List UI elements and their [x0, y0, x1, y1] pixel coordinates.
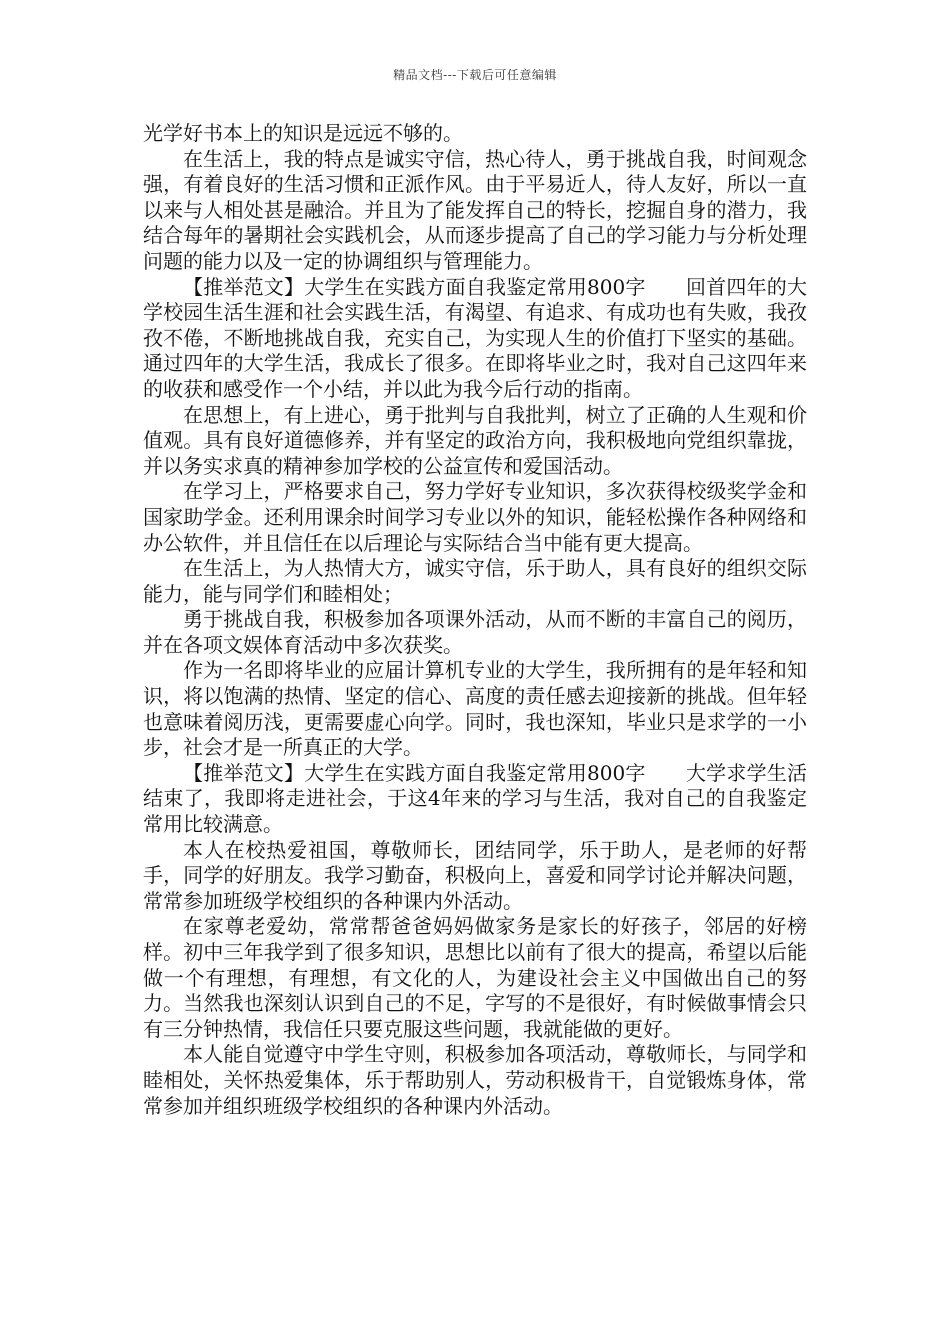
paragraph-8: 作为一名即将毕业的应届计算机专业的大学生，我所拥有的是年轻和知识，将以饱满的热情、坚定的信心、高度的责任感去迎接新的挑战。但年轻也意味着阅历浅，更需要虚心向学。同时，我也深知，毕业只是求学的一小步，社会才是一所真正的大学。 [143, 658, 807, 760]
paragraph-4: 在思想上，有上进心，勇于批判与自我批判，树立了正确的人生观和价值观。具有良好道德修养，并有坚定的政治方向，我积极地向党组织靠拢，并以务实求真的精神参加学校的公益宣传和爱国活动。 [143, 402, 807, 478]
paragraph-11: 在家尊老爱幼，常常帮爸爸妈妈做家务是家长的好孩子，邻居的好榜样。初中三年我学到了很多知识，思想比以前有了很大的提高，希望以后能做一个有理想，有理想，有文化的人，为建设社会主义中国做出自己的努力。当然我也深刻认识到自己的不足，字写的不是很好，有时候做事情会只有三分钟热情，我信任只要克服这些问题，我就能做的更好。 [143, 914, 807, 1041]
paragraph-10: 本人在校热爱祖国，尊敬师长，团结同学，乐于助人，是老师的好帮手，同学的好朋友。我学习勤奋，积极向上，喜爱和同学讨论并解决问题，常常参加班级学校组织的各种课内外活动。 [143, 837, 807, 913]
paragraph-6: 在生活上，为人热情大方，诚实守信，乐于助人，具有良好的组织交际能力，能与同学们和睦相处； [143, 556, 807, 606]
paragraph-3: 【推举范文】大学生在实践方面自我鉴定常用800字 回首四年的大学校园生活生涯和社会实践生活，有渴望、有追求、有成功也有失败，我孜孜不倦，不断地挑战自我，充实自己，为实现人生的价值打下坚实的基础。通过四年的大学生活，我成长了很多。在即将毕业之时，我对自己这四年来的收获和感受作一个小结，并以此为我今后行动的指南。 [143, 274, 807, 401]
paragraph-5: 在学习上，严格要求自己，努力学好专业知识，多次获得校级奖学金和国家助学金。还利用课余时间学习专业以外的知识，能轻松操作各种网络和办公软件，并且信任在以后理论与实际结合当中能有更大提高。 [143, 479, 807, 555]
document-body [143, 121, 807, 1119]
page-header: 精品文档---下载后可任意编辑 [393, 68, 557, 82]
paragraph-1: 光学好书本上的知识是远远不够的。 [143, 121, 463, 145]
paragraph-9: 【推举范文】大学生在实践方面自我鉴定常用800字 大学求学生活结束了，我即将走进社会，于这4年来的学习与生活，我对自己的自我鉴定常用比较满意。 [143, 760, 807, 837]
paragraph-2: 在生活上，我的特点是诚实守信，热心待人，勇于挑战自我，时间观念强，有着良好的生活习惯和正派作风。由于平易近人，待人友好，所以一直以来与人相处甚是融洽。并且为了能发挥自己的特长，挖掘自身的潜力，我结合每年的暑期社会实践机会，从而逐步提高了自己的学习能力与分析处理问题的能力以及一定的协调组织与管理能力。 [143, 146, 807, 273]
paragraph-12: 本人能自觉遵守中学生守则，积极参加各项活动，尊敬师长，与同学和睦相处，关怀热爱集体，乐于帮助别人，劳动积极肯干，自觉锻炼身体，常常参加并组织班级学校组织的各种课内外活动。 [143, 1042, 807, 1118]
paragraph-7: 勇于挑战自我，积极参加各项课外活动，从而不断的丰富自己的阅历，并在各项文娱体育活动中多次获奖。 [143, 607, 807, 657]
